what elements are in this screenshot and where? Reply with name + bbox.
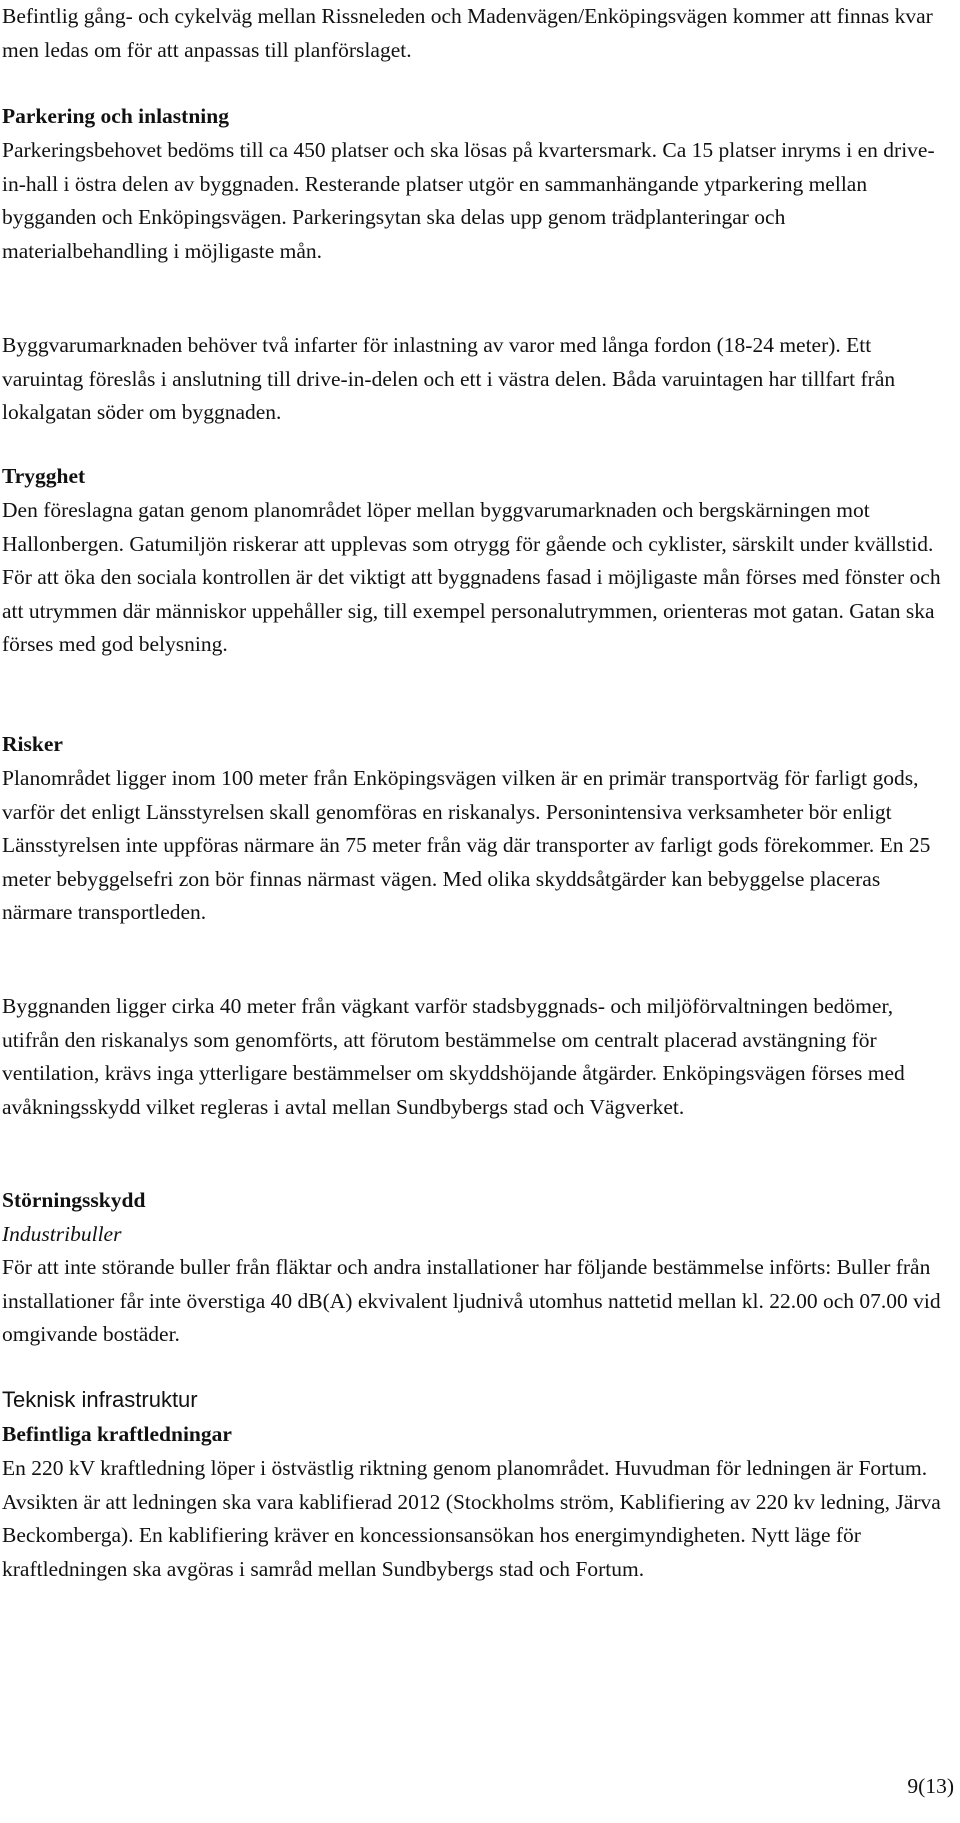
page-number: 9(13) xyxy=(907,1774,954,1798)
intro-paragraph: Befintlig gång- och cykelväg mellan Rissneleden och Madenvägen/Enköpingsvägen kommer att finnas kvar men ledas om för att anpassas till planförslaget. xyxy=(2,4,933,62)
parkering-paragraph-2: Byggvarumarknaden behöver två infarter för inlastning av varor med långa fordon (18-24 meter). Ett varuintag föreslås i anslutning till drive-in-delen och ett i västra delen. Båda varuintagen har tillfart från lokalgatan söder om byggnaden. xyxy=(2,333,896,424)
risker-paragraph-2: Byggnanden ligger cirka 40 meter från vägkant varför stadsbyggnads- och miljöförvaltningen bedömer, utifrån den riskanalys som genomförts, att förutom bestämmelse om centralt placerad avstängning för ventilation, krävs inga ytterligare bestämmelser om skyddshöjande åtgärder. Enköpingsvägen förses med avåkningsskydd vilket regleras i avtal mellan Sundbybergs stad och Vägverket. xyxy=(2,994,905,1119)
storningsskydd-paragraph: För att inte störande buller från fläktar och andra installationer har följande bestämmelse införts: Buller från installationer får inte överstiga 40 dB(A) ekvivalent ljudnivå utomhus nattetid mellan kl. 22.00 och 07.00 vid omgivande bostäder. xyxy=(2,1255,941,1346)
kraftledningar-paragraph: En 220 kV kraftledning löper i östvästlig riktning genom planområdet. Huvudman för ledningen är Fortum. Avsikten är att ledningen ska vara kablifierad 2012 (Stockholms ström, Kablifiering av 220 kv ledning, Järva Beckomberga). En kablifiering kräver en koncessionsansökan hos energimyndigheten. Nytt läge för kraftledningen ska avgöras i samråd mellan Sundbybergs stad och Fortum. xyxy=(2,1456,941,1581)
heading-kraftledningar: Befintliga kraftledningar xyxy=(2,1422,232,1446)
parkering-paragraph-1: Parkeringsbehovet bedöms till ca 450 platser och ska lösas på kvartersmark. Ca 15 platser inryms i en drive-in-hall i östra delen av byggnaden. Resterande platser utgör en sammanhängande ytparkering mellan bygganden och Enköpingsvägen. Parkeringsytan ska delas upp genom trädplanteringar och materialbehandling i möjligaste mån. xyxy=(2,138,935,263)
heading-storningsskydd: Störningsskydd xyxy=(2,1188,146,1212)
risker-paragraph-1: Planområdet ligger inom 100 meter från Enköpingsvägen vilken är en primär transportväg för farligt gods, varför det enligt Länsstyrelsen skall genomföras en riskanalys. Personintensiva verksamheter bör enligt Länsstyrelsen inte uppföras närmare än 75 meter från väg där transporter av farligt gods förekommer. En 25 meter bebyggelsefri zon bör finnas närmast vägen. Med olika skyddsåtgärder kan bebyggelse placeras närmare transportleden. xyxy=(2,766,931,924)
trygghet-paragraph: Den föreslagna gatan genom planområdet löper mellan byggvarumarknaden och bergskärningen mot Hallonbergen. Gatumiljön riskerar att upplevas som otrygg för gående och cyklister, särskilt under kvällstid. För att öka den sociala kontrollen är det viktigt att byggnadens fasad i möjligaste mån förses med fönster och att utrymmen där människor uppehåller sig, till exempel personalutrymmen, orienteras mot gatan. Gatan ska förses med god belysning. xyxy=(2,498,941,656)
heading-risker: Risker xyxy=(2,732,63,756)
heading-trygghet: Trygghet xyxy=(2,464,86,488)
heading-parkering: Parkering och inlastning xyxy=(2,104,229,128)
heading-teknisk-infrastruktur: Teknisk infrastruktur xyxy=(2,1387,198,1412)
subheading-industribuller: Industribuller xyxy=(2,1222,122,1246)
